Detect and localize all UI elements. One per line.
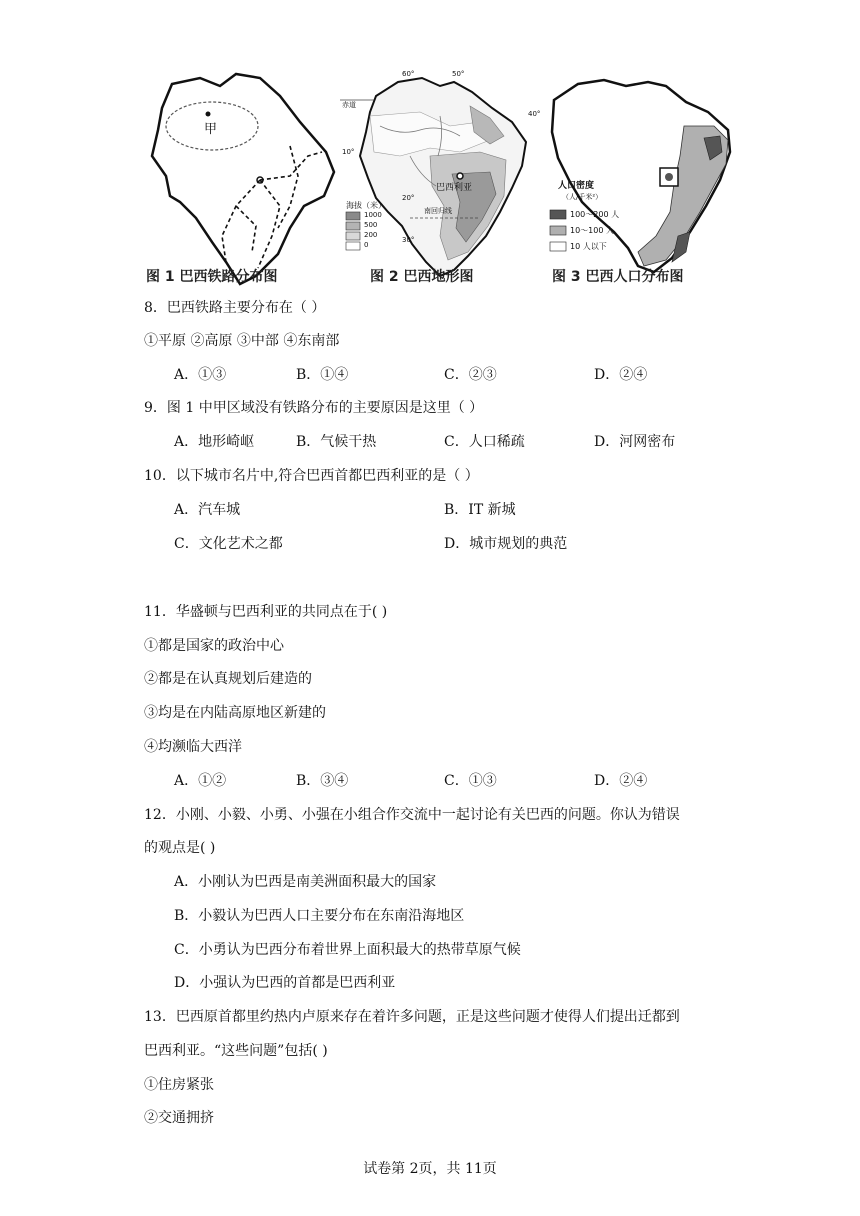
- question-10-stem: 10．以下城市名片中,符合巴西首都巴西利亚的是（ ）: [144, 468, 479, 484]
- question-12-stem-line-2: 的观点是( ): [144, 840, 216, 856]
- question-8-option-c: C．②③: [444, 367, 497, 383]
- density-legend-title: 人口密度: [558, 181, 595, 191]
- question-11-item-4: ④均濒临大西洋: [144, 739, 242, 755]
- figure-3-population-map: [544, 56, 740, 288]
- lon-label-40: 40°: [528, 110, 541, 118]
- capital-label: 巴西利亚: [436, 183, 473, 193]
- density-legend-medium: 10～100 人: [570, 226, 614, 235]
- question-10-option-d: D．城市规划的典范: [444, 536, 568, 552]
- equator-label: 赤道: [342, 101, 356, 109]
- population-map-graphic: [544, 56, 740, 288]
- question-13-stem-line-1: 13．巴西原首都里约热内卢原来存在着许多问题，正是这些问题才使得人们提出迁都到: [144, 1009, 680, 1025]
- terrain-map-graphic: [340, 56, 540, 288]
- figure-2-terrain-map: [340, 56, 540, 288]
- question-12-option-a: A．小刚认为巴西是南美洲面积最大的国家: [174, 874, 437, 890]
- question-12-option-d: D．小强认为巴西的首都是巴西利亚: [174, 975, 396, 991]
- figure-1-caption: 图 1 巴西铁路分布图: [146, 269, 278, 285]
- question-8-option-d: D．②④: [594, 367, 648, 383]
- lat-label-10: 10°: [342, 148, 355, 156]
- question-10-option-a: A．汽车城: [174, 502, 241, 518]
- question-11-option-b: B．③④: [296, 773, 349, 789]
- question-9-option-c: C．人口稀疏: [444, 434, 525, 450]
- question-11-stem: 11．华盛顿与巴西利亚的共同点在于( ): [144, 604, 388, 620]
- question-9-stem: 9．图 1 中甲区域没有铁路分布的主要原因是这里（ ）: [144, 400, 484, 416]
- question-10-option-c: C．文化艺术之都: [174, 536, 283, 552]
- density-legend-low: 10 人以下: [570, 242, 607, 251]
- elevation-legend-500: 500: [364, 221, 378, 229]
- question-13-stem-line-2: 巴西利亚。“这些问题”包括( ): [144, 1043, 328, 1059]
- question-8-stem: 8．巴西铁路主要分布在（ ）: [144, 300, 326, 316]
- question-12-option-b: B．小毅认为巴西人口主要分布在东南沿海地区: [174, 908, 465, 924]
- question-8-option-b: B．①④: [296, 367, 349, 383]
- elevation-legend-1000: 1000: [364, 211, 382, 219]
- elevation-legend-title: 海拔（米）: [346, 201, 386, 210]
- lat-label-20: 20°: [402, 194, 415, 202]
- question-12-option-c: C．小勇认为巴西分布着世界上面积最大的热带草原气候: [174, 942, 521, 958]
- region-jia-label: 甲: [204, 122, 218, 137]
- elevation-legend-0: 0: [364, 241, 369, 249]
- question-12-stem-line-1: 12．小刚、小毅、小勇、小强在小组合作交流中一起讨论有关巴西的问题。你认为错误: [144, 807, 680, 823]
- figures-strip: [140, 56, 740, 288]
- lon-label-60: 60°: [402, 70, 415, 78]
- density-legend-high: 100～200 人: [570, 210, 620, 219]
- question-11-option-c: C．①③: [444, 773, 497, 789]
- density-legend-unit: （人/千米²）: [562, 193, 603, 201]
- figure-3-caption: 图 3 巴西人口分布图: [552, 269, 684, 285]
- question-11-item-1: ①都是国家的政治中心: [144, 638, 284, 654]
- question-8-option-a: A．①③: [174, 367, 227, 383]
- question-8-items: ①平原 ②高原 ③中部 ④东南部: [144, 333, 340, 349]
- question-13-item-1: ①住房紧张: [144, 1077, 214, 1093]
- figure-2-caption: 图 2 巴西地形图: [370, 269, 474, 285]
- question-10-option-b: B．IT 新城: [444, 502, 516, 518]
- figure-1-railway-map: [140, 56, 340, 288]
- question-9-option-d: D．河网密布: [594, 434, 676, 450]
- elevation-legend-200: 200: [364, 231, 378, 239]
- lon-label-50: 50°: [452, 70, 465, 78]
- lat-label-30: 30°: [402, 236, 415, 244]
- question-13-item-2: ②交通拥挤: [144, 1110, 214, 1126]
- question-11-item-3: ③均是在内陆高原地区新建的: [144, 705, 326, 721]
- question-11-item-2: ②都是在认真规划后建造的: [144, 671, 312, 687]
- page-footer: 试卷第 2页，共 11页: [363, 1161, 497, 1177]
- question-9-option-b: B．气候干热: [296, 434, 377, 450]
- question-11-option-d: D．②④: [594, 773, 648, 789]
- question-9-option-a: A．地形崎岖: [174, 434, 255, 450]
- tropic-label: 南回归线: [424, 207, 452, 215]
- railway-map-graphic: [140, 56, 340, 288]
- question-11-option-a: A．①②: [174, 773, 227, 789]
